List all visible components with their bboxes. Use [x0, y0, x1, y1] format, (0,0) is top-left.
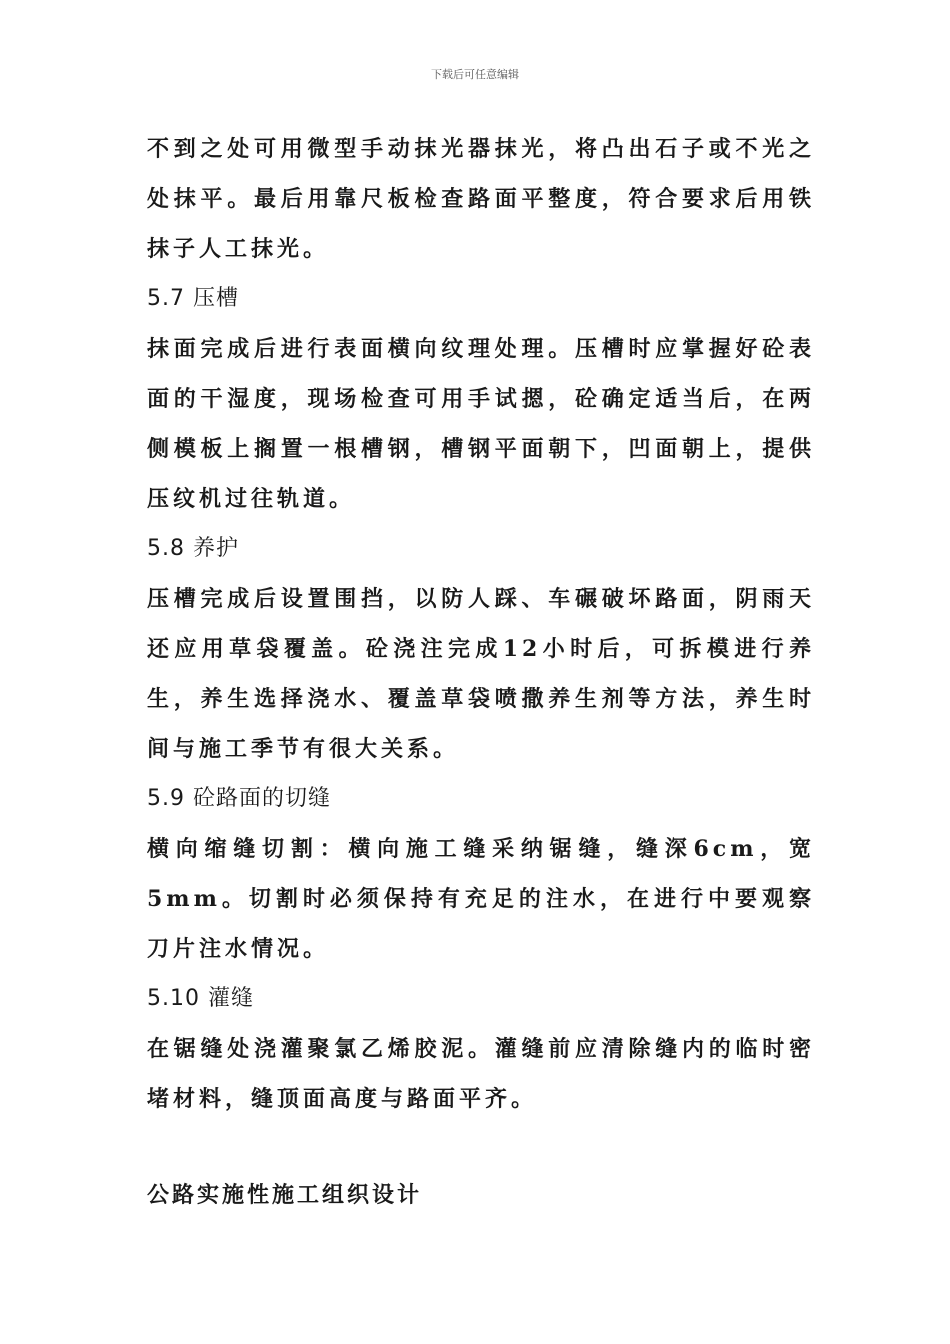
document-title-footer: 公路实施性施工组织设计 [147, 1182, 423, 1208]
section-heading-5-9: 5.9 砼路面的切缝 [147, 786, 331, 811]
section-heading-5-10: 5.10 灌缝 [147, 986, 254, 1011]
section-heading-5-7: 5.7 压槽 [147, 286, 239, 311]
paragraph-joint-cutting: 横向缩缝切割：横向施工缝采纳锯缝，缝深6cm，宽5mm。切割时必须保持有充足的注水，在进行中要观察刀片注水情况。 [147, 836, 815, 962]
page-header: 下载后可任意编辑 [431, 68, 519, 81]
paragraph-joint-filling: 在锯缝处浇灌聚氯乙烯胶泥。灌缝前应清除缝内的临时密堵材料，缝顶面高度与路面平齐。 [147, 1036, 815, 1112]
paragraph-continued-finishing: 不到之处可用微型手动抹光器抹光，将凸出石子或不光之处抹平。最后用靠尺板检查路面平整度，符合要求后用铁抹子人工抹光。 [147, 136, 815, 262]
paragraph-grooving: 抹面完成后进行表面横向纹理处理。压槽时应掌握好砼表面的干湿度，现场检查可用手试摁，砼确定适当后，在两侧模板上搁置一根槽钢，槽钢平面朝下，凹面朝上，提供压纹机过往轨道。 [147, 336, 815, 512]
paragraph-curing: 压槽完成后设置围挡，以防人踩、车碾破坏路面，阴雨天还应用草袋覆盖。砼浇注完成12小时后，可拆模进行养生，养生选择浇水、覆盖草袋喷撒养生剂等方法，养生时间与施工季节有很大关系。 [147, 586, 815, 762]
section-heading-5-8: 5.8 养护 [147, 536, 239, 561]
document-body [147, 124, 815, 1124]
